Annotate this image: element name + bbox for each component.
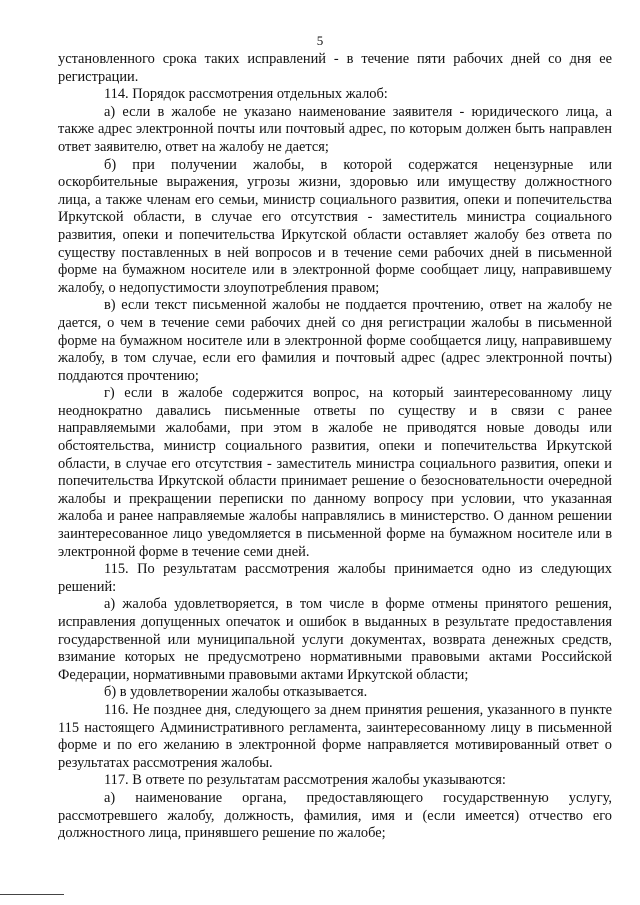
paragraph-117-a: а) наименование органа, предоставляющего государственную услугу, рассмотревшего жалобу, должность, фамилия, имя и (если имеется) отчество его должностного лица, принявшего решение по жалобе; [58, 789, 612, 842]
paragraph-116: 116. Не позднее дня, следующего за днем принятия решения, указанного в пункте 115 настоящего Административного регламента, заинтересованному лицу в письменной форме и по его желанию в электронной форме направляется мотивированный ответ о результатах рассмотрения жалобы. [58, 701, 612, 771]
paragraph-continuation: установленного срока таких исправлений - в течение пяти рабочих дней со дня ее регистрации. [58, 51, 612, 85]
page-number: 5 [316, 33, 324, 48]
paragraph-115-b: б) в удовлетворении жалобы отказывается. [104, 684, 368, 701]
paragraph-114-v: в) если текст письменной жалобы не поддается прочтению, ответ на жалобу не дается, о чем в течение семи рабочих дней со дня регистрации жалобы в письменной форме на бумажном носителе или в электронной форме сообщается лицу, направившему жалобу, в том случае, если его фамилия и почтовый адрес (адрес электронной почты) поддаются прочтению; [58, 297, 612, 384]
paragraph-114-b: б) при получении жалобы, в которой содержатся нецензурные или оскорбительные выражения, угрозы жизни, здоровью или имуществу должностного лица, а также членам его семьи, министр социального развития, опеки и попечительства Иркутской области, в случае его отсутствия - заместитель министра социального развития, опеки и попечительства Иркутской области оставляет жалобу без ответа по существу поставленных в ней вопросов и в течение семи рабочих дней в письменной форме на бумажном носителе или в электронной форме сообщает лицу, направившему жалобу, о недопустимости злоупотребления правом; [58, 156, 612, 296]
footer-divider [0, 894, 64, 895]
paragraph-114-heading: 114. Порядок рассмотрения отдельных жалоб: [104, 86, 388, 103]
paragraph-117-heading: 117. В ответе по результатам рассмотрения жалобы указываются: [104, 772, 506, 789]
paragraph-114-a: а) если в жалобе не указано наименование заявителя - юридического лица, а также адрес электронной почты или почтовый адрес, по которым должен быть направлен ответ заявителю, ответ на жалобу не дается; [58, 103, 612, 155]
paragraph-115-heading: 115. По результатам рассмотрения жалобы принимается одно из следующих решений: [58, 561, 612, 595]
paragraph-114-g: г) если в жалобе содержится вопрос, на который заинтересованному лицу неоднократно давались письменные ответы по существу и в связи с ранее направляемыми жалобами, при этом в жалобе не приводятся новые доводы или обстоятельства, министр социального развития, опеки и попечительства Иркутской области, в случае его отсутствия - заместитель министра социального развития, опеки и попечительства Иркутской области принимает решение о безосновательности очередной жалобы и прекращении переписки по данному вопросу при условии, что указанная жалоба и ранее направляемые жалобы направлялись в министерство. О данном решении заинтересованное лицо уведомляется в письменной форме на бумажном носителе или в электронной форме в течение семи дней. [58, 385, 612, 560]
paragraph-115-a: а) жалоба удовлетворяется, в том числе в форме отмены принятого решения, исправления допущенных опечаток и ошибок в выданных в результате предоставления государственной или муниципальной услуги документах, возврата денежных средств, взимание которых не предусмотрено нормативными правовыми актами Российской Федерации, нормативными правовыми актами Иркутской области; [58, 596, 612, 683]
document-body [58, 51, 612, 843]
